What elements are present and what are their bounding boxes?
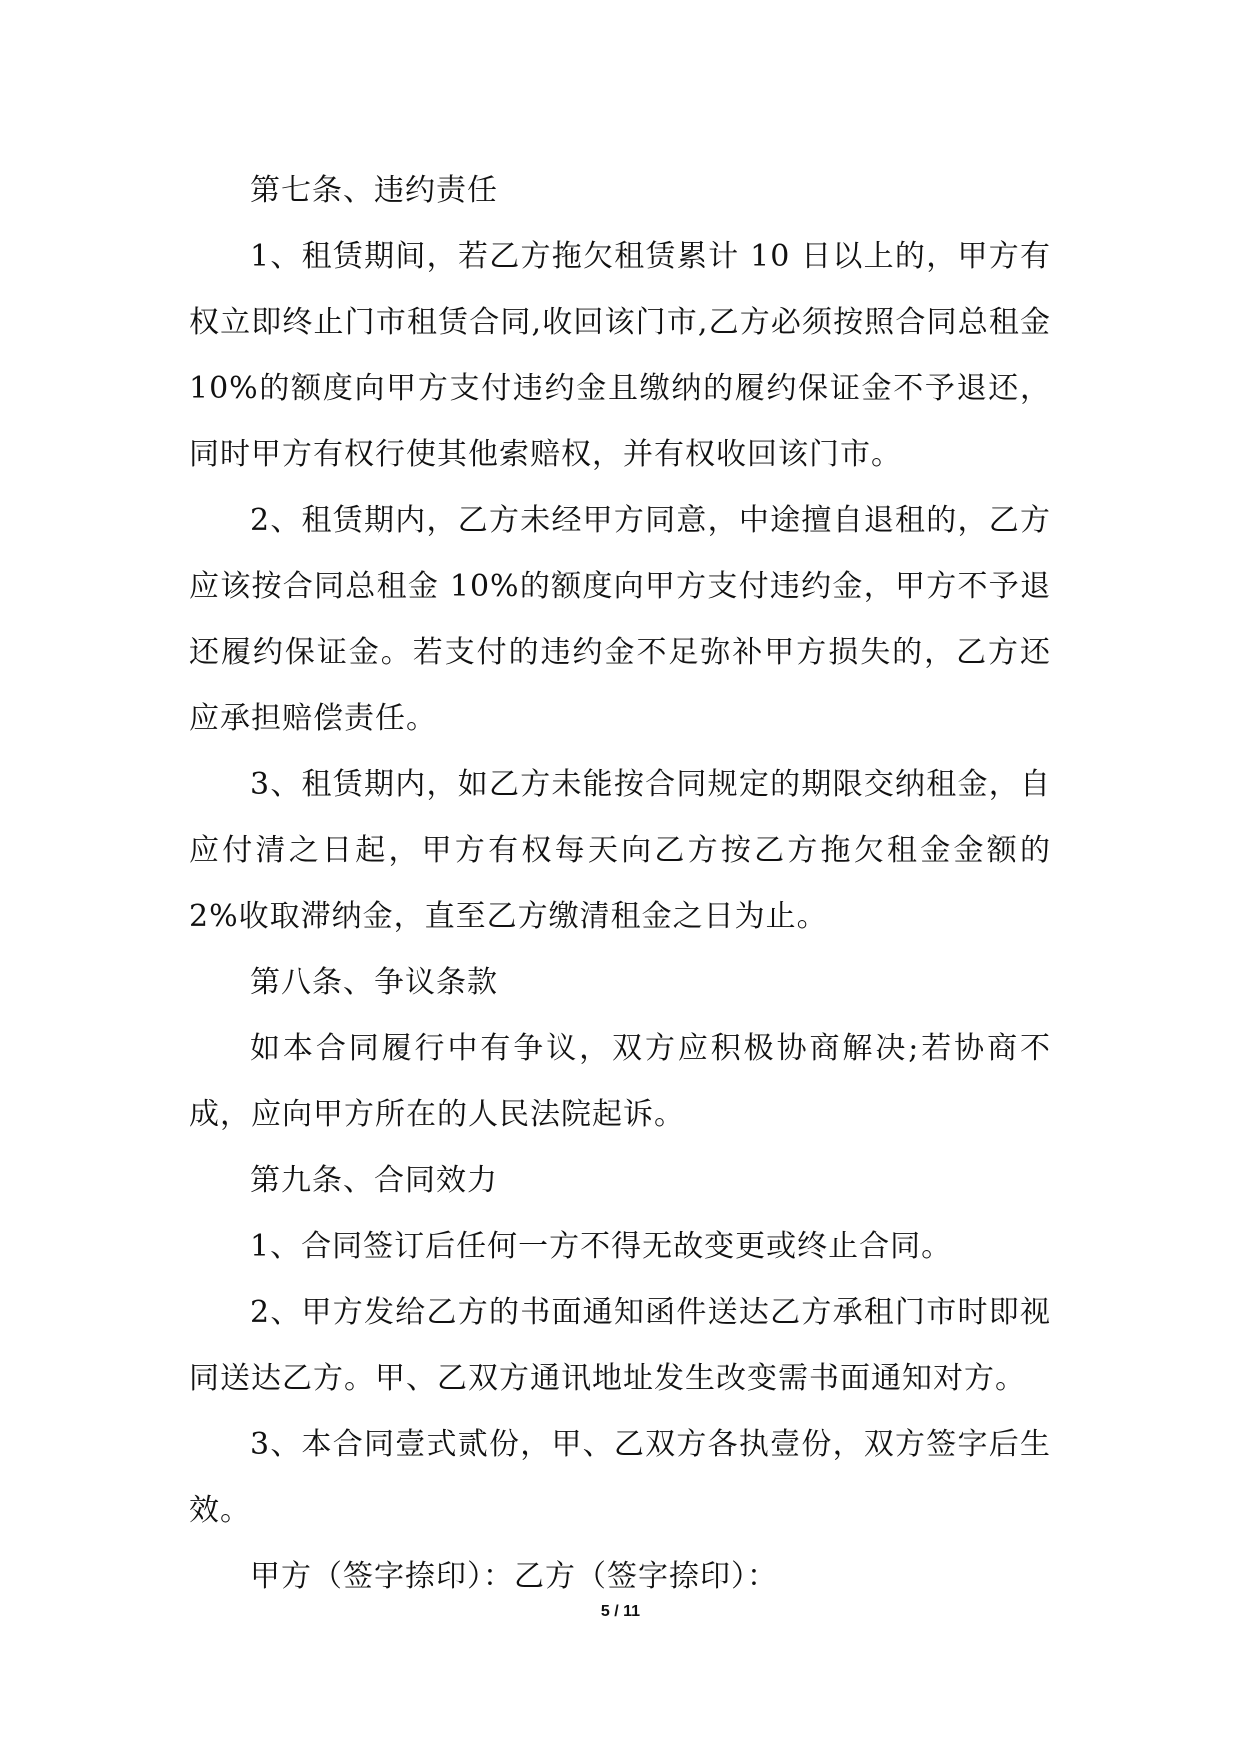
signature-line: 甲方（签字捺印）：乙方（签字捺印）：: [250, 1559, 778, 1594]
clause-paragraph: 如本合同履行中有争议，双方应积极协商解决;若协商不成，应向甲方所在的人民法院起诉。: [189, 1031, 1051, 1132]
clause-paragraph: 2、租赁期内，乙方未经甲方同意，中途擅自退租的，乙方应该按合同总租金 10%的额度向甲方支付违约金，甲方不予退还履约保证金。若支付的违约金不足弥补甲方损失的，乙方还应承担赔偿责任。: [189, 503, 1051, 736]
clause-paragraph: 1、租赁期间，若乙方拖欠租赁累计 10 日以上的，甲方有权立即终止门市租赁合同,收回该门市,乙方必须按照合同总租金 10%的额度向甲方支付违约金且缴纳的履约保证金不予退还，同时甲方有权行使其他索赔权，并有权收回该门市。: [189, 239, 1051, 472]
page-number: 5 / 11: [600, 1603, 641, 1620]
clause-paragraph: 3、本合同壹式贰份，甲、乙双方各执壹份，双方签字后生效。: [189, 1427, 1051, 1528]
section-heading-dispute: 第八条、争议条款: [250, 965, 498, 1000]
section-heading-validity: 第九条、合同效力: [250, 1163, 498, 1198]
clause-paragraph: 3、租赁期内，如乙方未能按合同规定的期限交纳租金，自应付清之日起，甲方有权每天向乙方按乙方拖欠租金金额的 2%收取滞纳金，直至乙方缴清租金之日为止。: [189, 767, 1051, 934]
clause-paragraph: 2、甲方发给乙方的书面通知函件送达乙方承租门市时即视同送达乙方。甲、乙双方通讯地址发生改变需书面通知对方。: [189, 1295, 1051, 1396]
document-body: [189, 158, 1051, 1610]
clause-paragraph: 1、合同签订后任何一方不得无故变更或终止合同。: [250, 1229, 953, 1264]
section-heading-breach-liability: 第七条、违约责任: [250, 173, 498, 208]
